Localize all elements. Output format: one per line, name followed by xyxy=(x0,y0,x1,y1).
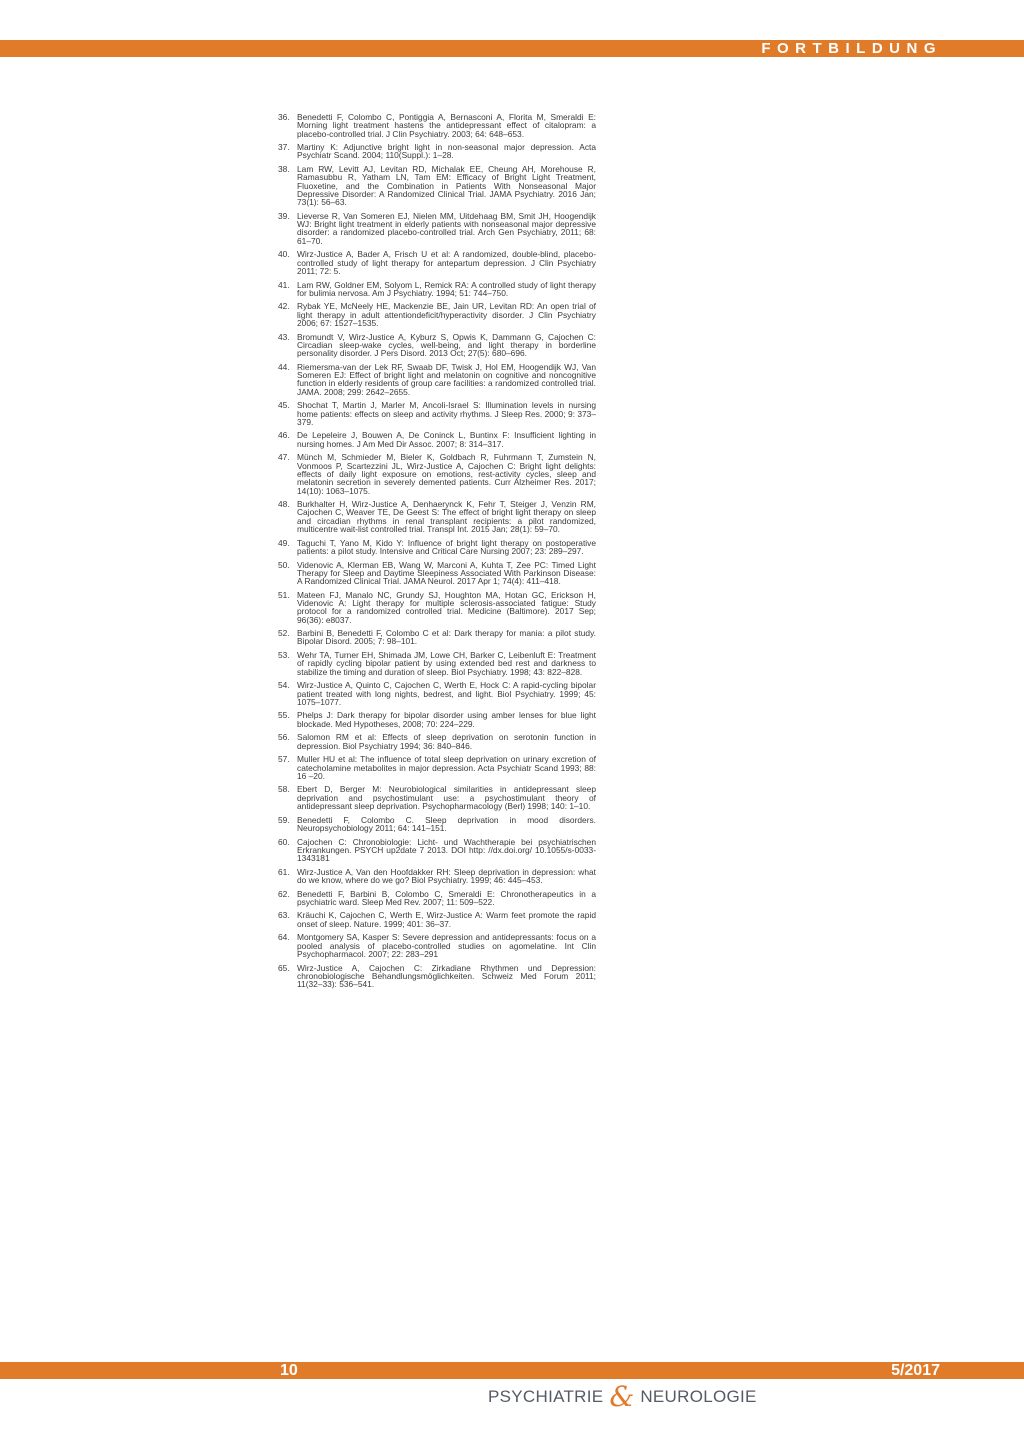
reference-item xyxy=(278,933,596,958)
reference-item xyxy=(278,868,596,885)
reference-number: 39. xyxy=(278,210,290,221)
reference-number: 44. xyxy=(278,361,290,372)
reference-text: Bromundt V, Wirz-Justice A, Kyburz S, Opwis K, Dammann G, Cajochen C: Circadian sleep-wake cycles, well-being, and light therapy in borderline personality disorder. J Pers Disord. 2013 Oct; 27(5): 680–696. xyxy=(297,331,596,359)
reference-text: Phelps J: Dark therapy for bipolar disorder using amber lenses for blue light blockade. Med Hypotheses, 2008; 70: 224–229. xyxy=(297,710,596,729)
reference-item xyxy=(278,591,596,624)
section-title: FORTBILDUNG xyxy=(761,40,942,57)
reference-item xyxy=(278,911,596,928)
reference-item xyxy=(278,212,596,245)
reference-text: Riemersma-van der Lek RF, Swaab DF, Twisk J, Hol EM, Hoogendijk WJ, Van Someren EJ: Effect of bright light and melatonin on cognitive and noncognitive function in elderly residents of group care facilities: a randomized controlled trial. JAMA. 2008; 299: 2642–2655. xyxy=(297,361,596,397)
reference-text: Kräuchi K, Cajochen C, Werth E, Wirz-Justice A: Warm feet promote the rapid onset of sleep. Nature. 1999; 401: 36–37. xyxy=(297,910,596,929)
reference-text: Benedetti F, Colombo C, Pontiggia A, Bernasconi A, Florita M, Smeraldi E: Morning light treatment hastens the antidepressant effect of citalopram: a placebo-controlled trial. J Clin Psychiatry. 2003; 64: 648–653. xyxy=(297,112,596,139)
journal-ampersand: & xyxy=(609,1380,635,1413)
reference-text: Martiny K: Adjunctive bright light in non-seasonal major depression. Acta Psychiatr Scand. 2004; 110(Suppl.): 1–28. xyxy=(297,142,596,161)
reference-number: 38. xyxy=(278,164,290,175)
reference-item xyxy=(278,681,596,706)
reference-text: Wirz-Justice A, Bader A, Frisch U et al: A randomized, double-blind, placebo-controlled study of light therapy for antepartum depression. J Clin Psychiatry 2011; 72: 5. xyxy=(297,249,596,276)
reference-text: Cajochen C: Chronobiologie: Licht- und Wachtherapie bei psychiatrischen Erkrankungen. PSYCH up2date 7 2013. DOI http: //dx.doi.org/ 10.1055/s-0033-1343181 xyxy=(297,836,596,864)
reference-item xyxy=(278,401,596,426)
reference-number: 42. xyxy=(278,301,290,312)
reference-item xyxy=(278,281,596,298)
reference-text: Muller HU et al: The influence of total sleep deprivation on urinary excretion of catecholamine metabolites in major depression. Acta Psychiatr Scand 1993; 88: 16 –20. xyxy=(297,754,596,781)
journal-name-left: PSYCHIATRIE xyxy=(488,1387,604,1406)
reference-text: Videnovic A, Klerman EB, Wang W, Marconi A, Kuhta T, Zee PC: Timed Light Therapy for Sleep and Daytime Sleepiness Associated With Parkinson Disease: A Randomized Clinical Trial. JAMA Neurol. 2017 Apr 1; 74(4): 411–418. xyxy=(297,559,596,587)
reference-number: 50. xyxy=(278,559,290,570)
journal-name-right: NEUROLOGIE xyxy=(640,1387,757,1406)
reference-number: 57. xyxy=(278,754,290,765)
reference-number: 41. xyxy=(278,279,290,290)
reference-text: Mateen FJ, Manalo NC, Grundy SJ, Houghton MA, Hotan GC, Erickson H, Videnovic A: Light therapy for multiple sclerosis-associated fatigue: Study protocol for a randomized controlled trial. Medicine (Baltimore). 2017 Sep; 96(36): e8037. xyxy=(297,589,596,625)
reference-number: 40. xyxy=(278,249,290,260)
reference-list xyxy=(278,113,596,994)
reference-item xyxy=(278,431,596,448)
page-number: 10 xyxy=(280,1362,298,1379)
reference-text: Barbini B, Benedetti F, Colombo C et al: Dark therapy for mania: a pilot study. Bipolar Disord. 2005; 7: 98–101. xyxy=(297,628,596,647)
reference-item xyxy=(278,890,596,907)
reference-number: 48. xyxy=(278,499,290,510)
reference-text: Benedetti F, Barbini B, Colombo C, Smeraldi E: Chronotherapeutics in a psychiatric ward. Sleep Med Rev. 2007; 11: 509–522. xyxy=(297,888,596,907)
reference-text: Ebert D, Berger M: Neurobiological similarities in antidepressant sleep deprivation and psychostimulant use: a psychostimulant theory of antidepressant sleep deprivation. Psychopharmacology (Berl) 1998; 140: 1–10. xyxy=(297,784,596,812)
issue-label: 5/2017 xyxy=(891,1362,940,1379)
reference-text: Shochat T, Martin J, Marler M, Ancoli-Israel S: Illumination levels in nursing home patients: effects on sleep and activity rhythms. J Sleep Res. 2000; 9: 373–379. xyxy=(297,400,596,427)
reference-text: Taguchi T, Yano M, Kido Y: Influence of bright light therapy on postoperative patients: a pilot study. Intensive and Critical Care Nursing 2007; 23: 289–297. xyxy=(297,537,596,556)
reference-item xyxy=(278,250,596,275)
reference-number: 60. xyxy=(278,836,290,847)
reference-number: 43. xyxy=(278,331,290,342)
reference-number: 49. xyxy=(278,537,290,548)
journal-logo xyxy=(488,1382,757,1412)
reference-text: Wirz-Justice A, Cajochen C: Zirkadiane Rhythmen und Depression: chronobiologische Behandlungsmöglichkeiten. Schweiz Med Forum 2011; 11(32–33): 536–541. xyxy=(297,962,596,990)
reference-number: 54. xyxy=(278,680,290,691)
reference-number: 61. xyxy=(278,866,290,877)
reference-number: 36. xyxy=(278,112,290,122)
reference-text: Lam RW, Goldner EM, Solyom L, Remick RA: A controlled study of light therapy for bulimia nervosa. Am J Psychiatry. 1994; 51: 744–750. xyxy=(297,279,596,298)
reference-number: 52. xyxy=(278,628,290,639)
reference-text: Montgomery SA, Kasper S: Severe depression and antidepressants: focus on a pooled analysis of placebo-controlled studies on agomelatine. Int Clin Psychopharmacol. 2007; 22: 283–291 xyxy=(297,932,596,959)
reference-number: 46. xyxy=(278,430,290,441)
reference-text: Benedetti F, Colombo C. Sleep deprivation in mood disorders. Neuropsychobiology 2011; 64: 141–151. xyxy=(297,814,596,833)
reference-number: 37. xyxy=(278,142,290,153)
header-bar xyxy=(0,40,1024,57)
reference-item xyxy=(278,333,596,358)
reference-text: Lieverse R, Van Someren EJ, Nielen MM, Uitdehaag BM, Smit JH, Hoogendijk WJ: Bright light treatment in elderly patients with nonseasonal major depressive disorder: a randomized placebo-controlled trial. Arch Gen Psychiatry, 2011; 68: 61–70. xyxy=(297,210,596,246)
reference-item xyxy=(278,561,596,586)
reference-item xyxy=(278,453,596,494)
reference-number: 56. xyxy=(278,732,290,743)
reference-number: 47. xyxy=(278,452,290,463)
reference-item xyxy=(278,302,596,327)
reference-item xyxy=(278,539,596,556)
reference-item xyxy=(278,113,596,138)
reference-text: Wirz-Justice A, Van den Hoofdakker RH: Sleep deprivation in depression: what do we know, where do we go? Biol Psychiatry. 1999; 46: 445–453. xyxy=(297,866,596,885)
reference-item xyxy=(278,651,596,676)
reference-text: Lam RW, Levitt AJ, Levitan RD, Michalak EE, Cheung AH, Morehouse R, Ramasubbu R, Yatham LN, Tam EM: Efficacy of Bright Light Treatment, Fluoxetine, and the Combination in Patients With Nonseasonal Major Depressive Disorder: A Randomized Clinical Trial. JAMA Psychiatry. 2016 Jan; 73(1): 56–63. xyxy=(297,164,596,208)
reference-item xyxy=(278,733,596,750)
reference-item xyxy=(278,363,596,396)
reference-text: Burkhalter H, Wirz-Justice A, Denhaerynck K, Fehr T, Steiger J, Venzin RM, Cajochen C, Weaver TE, De Geest S: The effect of bright light therapy on sleep and circadian rhythms in renal transplant recipients: a pilot randomized, multicentre wait-list controlled trial. Transpl Int. 2015 Jan; 28(1): 59–70. xyxy=(297,499,596,535)
footer-bar xyxy=(0,1362,1024,1379)
reference-item xyxy=(278,816,596,833)
reference-text: De Lepeleire J, Bouwen A, De Coninck L, Buntinx F: Insufficient lighting in nursing homes. J Am Med Dir Assoc. 2007; 8: 314–317. xyxy=(297,430,596,449)
reference-text: Wirz-Justice A, Quinto C, Cajochen C, Werth E, Hock C: A rapid-cycling bipolar patient treated with long nights, bedrest, and light. Biol Psychiatry. 1999; 45: 1075–1077. xyxy=(297,680,596,707)
reference-item xyxy=(278,964,596,989)
reference-item xyxy=(278,755,596,780)
reference-number: 55. xyxy=(278,710,290,721)
reference-number: 63. xyxy=(278,910,290,921)
reference-item xyxy=(278,785,596,810)
reference-number: 58. xyxy=(278,784,290,795)
reference-number: 64. xyxy=(278,932,290,943)
reference-number: 65. xyxy=(278,962,290,973)
reference-number: 59. xyxy=(278,814,290,825)
reference-item xyxy=(278,838,596,863)
reference-number: 51. xyxy=(278,589,290,600)
reference-item xyxy=(278,500,596,533)
reference-number: 53. xyxy=(278,650,290,661)
reference-number: 62. xyxy=(278,888,290,899)
reference-item xyxy=(278,165,596,206)
reference-item xyxy=(278,711,596,728)
reference-item xyxy=(278,629,596,646)
reference-number: 45. xyxy=(278,400,290,411)
reference-text: Münch M, Schmieder M, Bieler K, Goldbach R, Fuhrmann T, Zumstein N, Vonmoos P, Scartezzini JL, Wirz-Justice A, Cajochen C: Bright light delights: effects of daily light exposure on emotions, rest-activity cycles, sleep and melatonin secretion in severely demented patients. Curr Alzheimer Res. 2017; 14(10): 1063–1075. xyxy=(297,452,596,496)
reference-text: Rybak YE, McNeely HE, Mackenzie BE, Jain UR, Levitan RD: An open trial of light therapy in adult attentiondeficit/hyperactivity disorder. J Clin Psychiatry 2006; 67: 1527–1535. xyxy=(297,301,596,329)
reference-text: Wehr TA, Turner EH, Shimada JM, Lowe CH, Barker C, Leibenluft E: Treatment of rapidly cycling bipolar patient by using extended bed rest and darkness to stabilize the timing and duration of sleep. Biol Psychiatry. 1998; 43: 822–828. xyxy=(297,650,596,677)
reference-text: Salomon RM et al: Effects of sleep deprivation on serotonin function in depression. Biol Psychiatry 1994; 36: 840–846. xyxy=(297,732,596,751)
reference-item xyxy=(278,143,596,160)
